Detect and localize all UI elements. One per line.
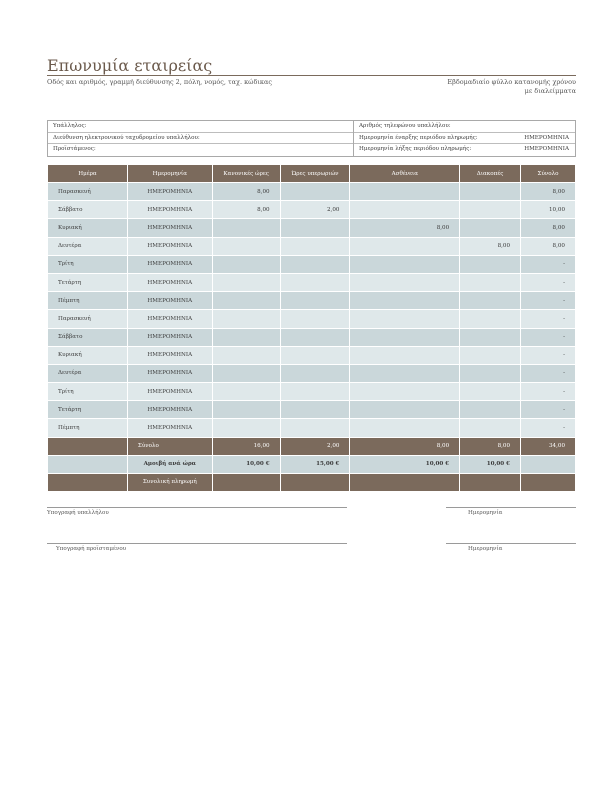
- employee-email-label: Διεύθυνση ηλεκτρονικού ταχυδρομείου υπαλλήλου:: [53, 134, 200, 141]
- employee-phone-field[interactable]: [354, 121, 575, 133]
- cell-date[interactable]: ΗΜΕΡΟΜΗΝΙΑ: [127, 183, 212, 201]
- pay-period-end-label: Ημερομηνία λήξης περιόδου πληρωμής:: [359, 146, 472, 153]
- totals-overtime: 2,00: [280, 437, 350, 455]
- cell-date[interactable]: ΗΜΕΡΟΜΗΝΙΑ: [127, 364, 212, 382]
- column-header-day: Ημέρα: [48, 165, 128, 183]
- table-row: [48, 383, 576, 401]
- cell-regular[interactable]: 8,00: [212, 183, 280, 201]
- cell-regular[interactable]: [212, 310, 280, 328]
- cell-vacation[interactable]: [460, 273, 521, 291]
- table-row: [48, 419, 576, 437]
- cell-date[interactable]: ΗΜΕΡΟΜΗΝΙΑ: [127, 401, 212, 419]
- cell-total: -: [521, 310, 576, 328]
- cell-date[interactable]: ΗΜΕΡΟΜΗΝΙΑ: [127, 328, 212, 346]
- cell-regular[interactable]: [212, 401, 280, 419]
- cell-overtime[interactable]: [280, 419, 350, 437]
- cell-day: Σάββατο: [48, 328, 128, 346]
- cell-day: Τετάρτη: [48, 401, 128, 419]
- rate-vacation[interactable]: 10,00 €: [460, 455, 521, 473]
- cell-sick[interactable]: [350, 346, 460, 364]
- cell-day: Δευτέρα: [48, 237, 128, 255]
- pay-vacation: [460, 473, 521, 491]
- cell-day: Τετάρτη: [48, 273, 128, 291]
- manager-field[interactable]: [48, 144, 353, 156]
- rate-spacer: [48, 455, 128, 473]
- pay-period-start-value: ΗΜΕΡΟΜΗΝΙΑ: [524, 134, 569, 141]
- employee-signature-line[interactable]: [47, 507, 347, 508]
- cell-date[interactable]: ΗΜΕΡΟΜΗΝΙΑ: [127, 383, 212, 401]
- cell-total: -: [521, 401, 576, 419]
- company-name: Επωνυμία εταιρείας: [47, 56, 213, 75]
- manager-label: Προϊστάμενος:: [53, 146, 96, 153]
- totals-sick: 8,00: [350, 437, 460, 455]
- cell-day: Σάββατο: [48, 201, 128, 219]
- cell-vacation[interactable]: [460, 310, 521, 328]
- table-row: [48, 237, 576, 255]
- pay-period-start-field[interactable]: [354, 133, 575, 145]
- rate-total-empty: [521, 455, 576, 473]
- table-row: [48, 183, 576, 201]
- cell-regular[interactable]: [212, 255, 280, 273]
- cell-overtime[interactable]: [280, 383, 350, 401]
- cell-total: -: [521, 255, 576, 273]
- cell-date[interactable]: ΗΜΕΡΟΜΗΝΙΑ: [127, 292, 212, 310]
- cell-day: Τρίτη: [48, 255, 128, 273]
- employee-info-box: [47, 120, 576, 157]
- cell-overtime[interactable]: [280, 237, 350, 255]
- cell-vacation[interactable]: [460, 364, 521, 382]
- cell-day: Κυριακή: [48, 346, 128, 364]
- pay-spacer: [48, 473, 128, 491]
- cell-total: 10,00: [521, 201, 576, 219]
- cell-sick[interactable]: [350, 201, 460, 219]
- pay-period-end-field[interactable]: [354, 144, 575, 156]
- cell-total: -: [521, 364, 576, 382]
- rate-sick[interactable]: 10,00 €: [350, 455, 460, 473]
- pay-period-start-label: Ημερομηνία έναρξης περιόδου πληρωμής:: [359, 134, 478, 141]
- pay-period-end-value: ΗΜΕΡΟΜΗΝΙΑ: [524, 146, 569, 153]
- table-row: [48, 255, 576, 273]
- cell-overtime[interactable]: [280, 219, 350, 237]
- column-header-total: Σύνολο: [521, 165, 576, 183]
- cell-day: Παρασκευή: [48, 310, 128, 328]
- rate-regular[interactable]: 10,00 €: [212, 455, 280, 473]
- cell-regular[interactable]: [212, 383, 280, 401]
- cell-regular[interactable]: [212, 328, 280, 346]
- totals-vacation: 8,00: [460, 437, 521, 455]
- totals-label: Σύνολο: [127, 437, 212, 455]
- employee-signature-label: Υπογραφή υπαλλήλου: [47, 510, 109, 516]
- cell-vacation[interactable]: [460, 292, 521, 310]
- cell-sick[interactable]: [350, 328, 460, 346]
- cell-overtime[interactable]: [280, 292, 350, 310]
- cell-sick[interactable]: [350, 273, 460, 291]
- cell-vacation[interactable]: [460, 401, 521, 419]
- rate-label: Αμοιβή ανά ώρα: [127, 455, 212, 473]
- rate-overtime[interactable]: 15,00 €: [280, 455, 350, 473]
- cell-sick[interactable]: [350, 255, 460, 273]
- column-header-sick: Ασθένεια: [350, 165, 460, 183]
- cell-total: 8,00: [521, 219, 576, 237]
- employee-email-field[interactable]: [48, 133, 353, 145]
- cell-vacation[interactable]: [460, 346, 521, 364]
- cell-sick[interactable]: [350, 383, 460, 401]
- pay-label: Συνολική πληρωμή: [127, 473, 212, 491]
- cell-sick[interactable]: [350, 183, 460, 201]
- cell-day: Παρασκευή: [48, 183, 128, 201]
- table-row: [48, 364, 576, 382]
- cell-regular[interactable]: [212, 419, 280, 437]
- cell-date[interactable]: ΗΜΕΡΟΜΗΝΙΑ: [127, 219, 212, 237]
- cell-total: -: [521, 419, 576, 437]
- cell-overtime[interactable]: [280, 310, 350, 328]
- cell-total: 8,00: [521, 183, 576, 201]
- cell-vacation[interactable]: [460, 383, 521, 401]
- employee-name-label: Υπάλληλος:: [53, 123, 87, 129]
- timesheet-table: [47, 164, 576, 492]
- document-title-line-2: με διαλείμματα: [524, 87, 576, 95]
- cell-regular[interactable]: [212, 292, 280, 310]
- employee-date-label: Ημερομηνία: [468, 510, 503, 516]
- totals-spacer: [48, 437, 128, 455]
- totals-total: 34,00: [521, 437, 576, 455]
- employee-info-left: [48, 121, 353, 156]
- cell-date[interactable]: ΗΜΕΡΟΜΗΝΙΑ: [127, 310, 212, 328]
- cell-total: 8,00: [521, 237, 576, 255]
- cell-sick[interactable]: [350, 364, 460, 382]
- cell-vacation[interactable]: [460, 419, 521, 437]
- pay-regular: [212, 473, 280, 491]
- company-address: Οδός και αριθμός, γραμμή διεύθυνσης 2, πόλη, νομός, ταχ. κώδικας: [47, 78, 272, 86]
- document-title: [426, 78, 576, 96]
- cell-date[interactable]: ΗΜΕΡΟΜΗΝΙΑ: [127, 255, 212, 273]
- cell-day: Πέμπτη: [48, 419, 128, 437]
- pay-total: [521, 473, 576, 491]
- cell-vacation[interactable]: [460, 328, 521, 346]
- cell-overtime[interactable]: 2,00: [280, 201, 350, 219]
- table-row: [48, 346, 576, 364]
- cell-vacation[interactable]: [460, 183, 521, 201]
- employee-phone-label: Αριθμός τηλεφώνου υπαλλήλου:: [359, 123, 451, 129]
- header-rule: [47, 75, 576, 76]
- cell-overtime[interactable]: [280, 401, 350, 419]
- cell-vacation[interactable]: [460, 255, 521, 273]
- column-header-regular-hours: Κανονικές ώρες: [212, 165, 280, 183]
- manager-signature-label: Υπογραφή προϊσταμένου: [56, 546, 127, 552]
- manager-date-line[interactable]: [446, 543, 576, 544]
- cell-date[interactable]: ΗΜΕΡΟΜΗΝΙΑ: [127, 237, 212, 255]
- cell-total: -: [521, 328, 576, 346]
- cell-day: Τρίτη: [48, 383, 128, 401]
- cell-regular[interactable]: [212, 346, 280, 364]
- table-row: [48, 401, 576, 419]
- cell-vacation[interactable]: [460, 201, 521, 219]
- cell-overtime[interactable]: [280, 328, 350, 346]
- table-row: [48, 328, 576, 346]
- cell-sick[interactable]: [350, 310, 460, 328]
- cell-sick[interactable]: [350, 292, 460, 310]
- table-row: [48, 219, 576, 237]
- table-row: [48, 273, 576, 291]
- pay-sick: [350, 473, 460, 491]
- totals-regular: 16,00: [212, 437, 280, 455]
- cell-sick[interactable]: [350, 237, 460, 255]
- cell-vacation[interactable]: [460, 219, 521, 237]
- hourly-rate-row: [48, 455, 576, 473]
- cell-overtime[interactable]: [280, 255, 350, 273]
- cell-sick[interactable]: 8,00: [350, 219, 460, 237]
- table-header-row: [48, 165, 576, 183]
- cell-total: -: [521, 346, 576, 364]
- table-row: [48, 201, 576, 219]
- totals-row: [48, 437, 576, 455]
- cell-overtime[interactable]: [280, 364, 350, 382]
- cell-regular[interactable]: [212, 273, 280, 291]
- cell-date[interactable]: ΗΜΕΡΟΜΗΝΙΑ: [127, 346, 212, 364]
- document-title-line-1: Εβδομαδιαίο φύλλο κατανομής χρόνου: [447, 78, 576, 86]
- cell-date[interactable]: ΗΜΕΡΟΜΗΝΙΑ: [127, 419, 212, 437]
- employee-date-line[interactable]: [446, 507, 576, 508]
- cell-sick[interactable]: [350, 401, 460, 419]
- cell-regular[interactable]: [212, 237, 280, 255]
- cell-total: -: [521, 292, 576, 310]
- cell-regular[interactable]: [212, 364, 280, 382]
- cell-regular[interactable]: [212, 219, 280, 237]
- cell-overtime[interactable]: [280, 273, 350, 291]
- column-header-vacation: Διακοπές: [460, 165, 521, 183]
- table-row: [48, 310, 576, 328]
- cell-overtime[interactable]: [280, 183, 350, 201]
- cell-date[interactable]: ΗΜΕΡΟΜΗΝΙΑ: [127, 201, 212, 219]
- cell-date[interactable]: ΗΜΕΡΟΜΗΝΙΑ: [127, 273, 212, 291]
- cell-regular[interactable]: 8,00: [212, 201, 280, 219]
- manager-date-label: Ημερομηνία: [468, 546, 503, 552]
- cell-overtime[interactable]: [280, 346, 350, 364]
- employee-name-field[interactable]: [48, 121, 353, 133]
- cell-vacation[interactable]: 8,00: [460, 237, 521, 255]
- pay-overtime: [280, 473, 350, 491]
- column-header-date: Ημερομηνία: [127, 165, 212, 183]
- employee-info-right: [353, 121, 575, 156]
- cell-day: Πέμπτη: [48, 292, 128, 310]
- table-row: [48, 292, 576, 310]
- cell-total: -: [521, 383, 576, 401]
- cell-sick[interactable]: [350, 419, 460, 437]
- cell-day: Δευτέρα: [48, 364, 128, 382]
- cell-total: -: [521, 273, 576, 291]
- total-pay-row: [48, 473, 576, 491]
- manager-signature-line[interactable]: [47, 543, 347, 544]
- column-header-overtime-hours: Ώρες υπερωριών: [280, 165, 350, 183]
- cell-day: Κυριακή: [48, 219, 128, 237]
